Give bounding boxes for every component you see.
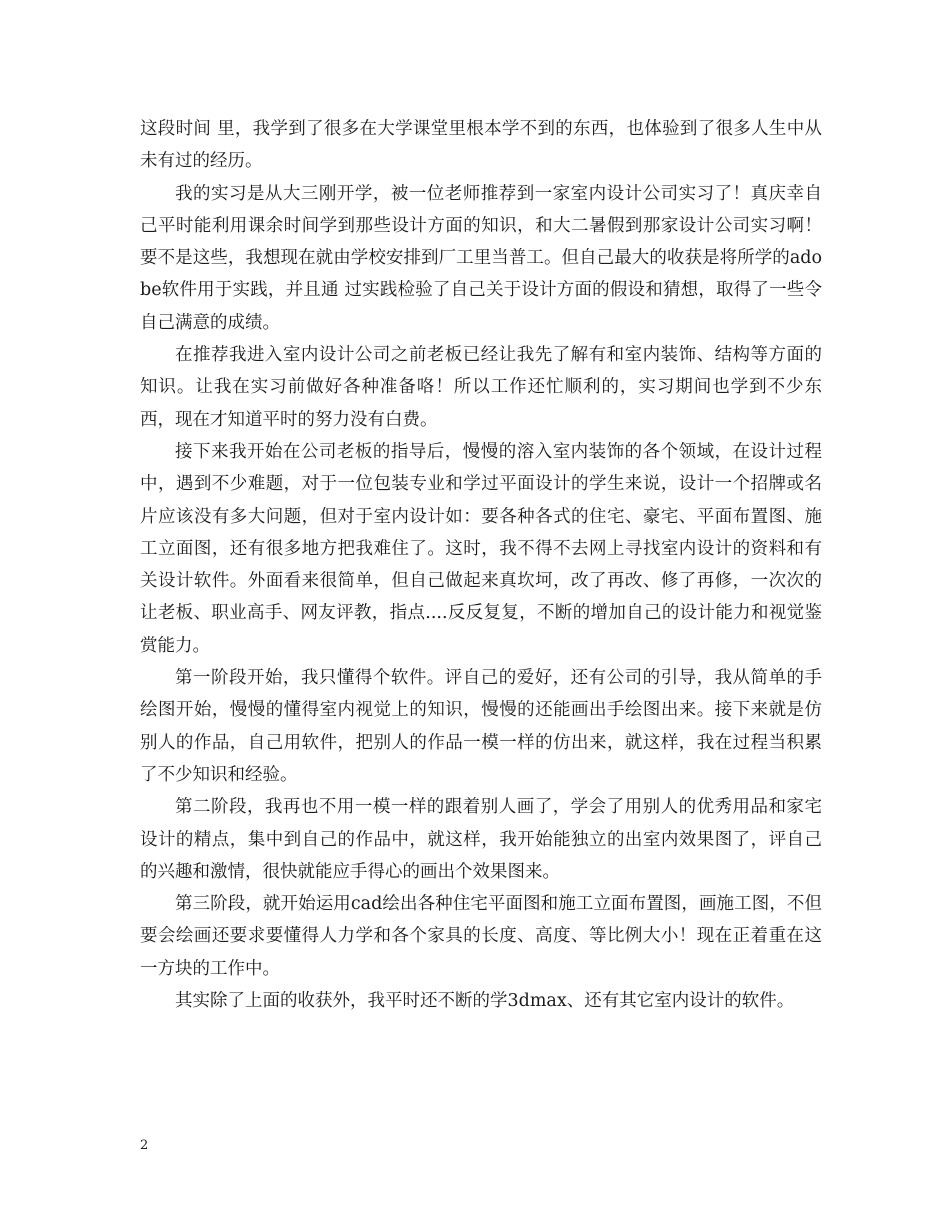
page-number: 2 bbox=[140, 1138, 149, 1153]
paragraph-7: 第三阶段，就开始运用cad绘出各种住宅平面图和施工立面布置图，画施工图，不但要会绘画还要求要懂得人力学和各个家具的长度、高度、等比例大小！现在正着重在这一方块的工作中。 bbox=[140, 894, 822, 979]
paragraph-1: 这段时间 里，我学到了很多在大学课堂里根本学不到的东西，也体验到了很多人生中从未有过的经历。 bbox=[140, 119, 822, 172]
paragraph-6: 第二阶段，我再也不用一模一样的跟着别人画了，学会了用别人的优秀用品和家宅设计的精点，集中到自己的作品中，就这样，我开始能独立的出室内效果图了，评自己的兴趣和激情，很快就能应手得心的画出个效果图来。 bbox=[140, 797, 822, 882]
paragraph-4: 接下来我开始在公司老板的指导后，慢慢的溶入室内装饰的各个领域，在设计过程中，遇到不少难题，对于一位包装专业和学过平面设计的学生来说，设计一个招牌或名片应该没有多大问题，但对于室内设计如：要各种各式的住宅、豪宅、平面布置图、施工立面图，还有很多地方把我难住了。这时，我不得不去网上寻找室内设计的资料和有关设计软件。外面看来很简单，但自己做起来真坎坷，改了再改、修了再修，一次次的让老板、职业高手、网友评教，指点....反反复复，不断的增加自己的设计能力和视觉鉴赏能力。 bbox=[140, 441, 822, 656]
paragraph-5: 第一阶段开始，我只懂得个软件。评自己的爱好，还有公司的引导，我从简单的手绘图开始，慢慢的懂得室内视觉上的知识，慢慢的还能画出手绘图出来。接下来就是仿别人的作品，自己用软件，把别人的作品一模一样的仿出来，就这样，我在过程当积累了不少知识和经验。 bbox=[140, 668, 822, 785]
paragraph-2: 我的实习是从大三刚开学，被一位老师推荐到一家室内设计公司实习了！真庆幸自己平时能利用课余时间学到那些设计方面的知识，和大二暑假到那家设计公司实习啊！要不是这些，我想现在就由学校安排到厂工里当普工。但自己最大的收获是将所学的adobe软件用于实践，并且通 过实践检验了自己关于设计方面的假设和猜想，取得了一些令自己满意的成绩。 bbox=[140, 183, 822, 333]
paragraph-3: 在推荐我进入室内设计公司之前老板已经让我先了解有和室内装饰、结构等方面的知识。让我在实习前做好各种准备咯！所以工作还忙顺利的，实习期间也学到不少东西，现在才知道平时的努力没有白费。 bbox=[140, 345, 822, 430]
paragraph-8: 其实除了上面的收获外，我平时还不断的学3dmax、还有其它室内设计的软件。 bbox=[175, 991, 795, 1012]
body-text bbox=[140, 113, 822, 1017]
